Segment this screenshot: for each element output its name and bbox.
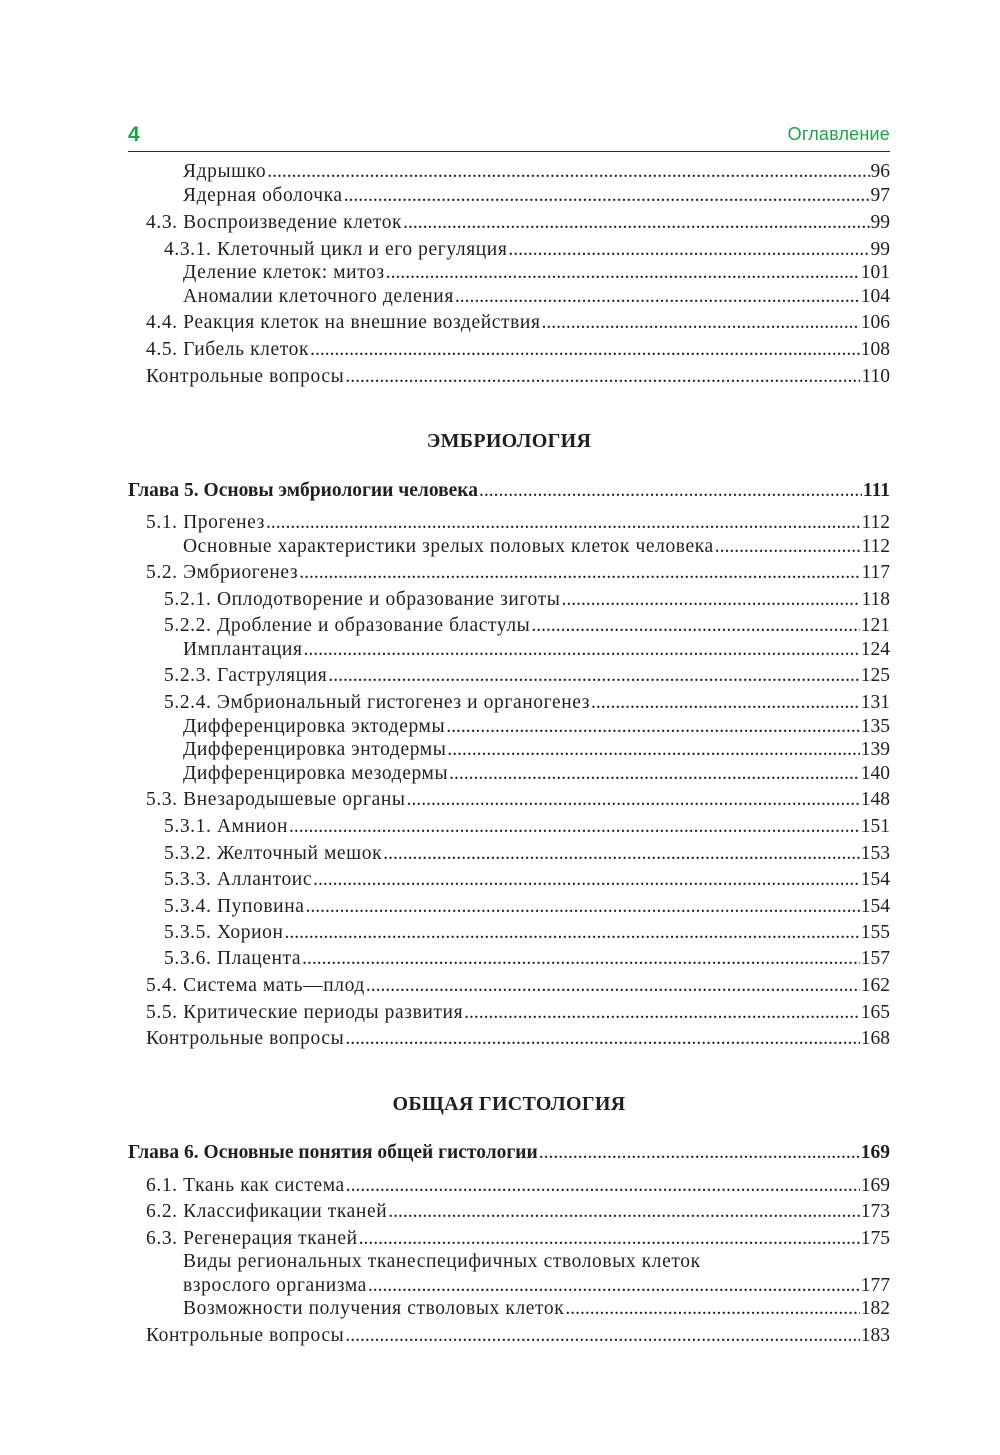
- toc-entry-page: 104: [860, 286, 890, 307]
- toc-entry-title: 5.2.2. Дробление и образование бластулы: [164, 615, 531, 636]
- leader-dots: [328, 664, 859, 688]
- toc-entry-title: 5.3. Внезародышевые органы: [146, 789, 406, 810]
- toc-entry[interactable]: [183, 184, 890, 208]
- leader-dots: [449, 762, 860, 786]
- toc-entry-page: 157: [860, 948, 890, 969]
- leader-dots: [345, 365, 860, 389]
- leader-dots: [266, 511, 861, 535]
- leader-dots: [561, 588, 860, 612]
- toc-entry-title: 6.1. Ткань как система: [146, 1175, 345, 1196]
- toc-entry-title: 5.3.1. Амнион: [164, 816, 289, 837]
- toc-entry-page: 177: [860, 1275, 890, 1296]
- leader-dots: [285, 921, 860, 945]
- toc-entry[interactable]: [146, 788, 890, 812]
- toc-entry-title: Контрольные вопросы: [146, 366, 345, 387]
- toc-entry-page: 97: [870, 185, 890, 206]
- leader-dots: [346, 1174, 860, 1198]
- leader-dots: [508, 238, 869, 262]
- toc-entry-page: 106: [860, 312, 890, 333]
- toc-entry[interactable]: [183, 535, 890, 559]
- toc-entry-title: Имплантация: [183, 639, 303, 660]
- leader-dots: [447, 738, 859, 762]
- toc-entry-title: 5.2.1. Оплодотворение и образование зиготы: [164, 589, 561, 610]
- toc-entry[interactable]: [164, 842, 890, 866]
- toc-entry-page: 111: [862, 480, 890, 501]
- leader-dots: [383, 842, 860, 866]
- toc-entry-page: 121: [860, 615, 890, 636]
- toc-entry[interactable]: [164, 947, 890, 971]
- toc-entry-page: 99: [870, 239, 890, 260]
- toc-entry-title: 5.4. Система мать—плод: [146, 975, 365, 996]
- toc-entry[interactable]: [183, 715, 890, 739]
- toc-entry-title: 6.3. Регенерация тканей: [146, 1228, 358, 1249]
- toc-entry-page: 135: [860, 716, 890, 737]
- toc-entry-title: 4.3. Воспроизведение клеток: [146, 212, 403, 233]
- toc-entry-page: 183: [860, 1325, 890, 1346]
- toc-entry[interactable]: [183, 738, 890, 762]
- toc-entry[interactable]: [183, 638, 890, 662]
- toc-entry[interactable]: [146, 1200, 890, 1224]
- toc-entry-page: 168: [860, 1028, 890, 1049]
- toc-entry-title: 5.1. Прогенез: [146, 512, 265, 533]
- toc-entry[interactable]: [183, 762, 890, 786]
- toc-entry[interactable]: [183, 160, 890, 184]
- toc-entry[interactable]: [183, 285, 890, 309]
- leader-dots: [345, 1027, 859, 1051]
- leader-dots: [464, 1001, 860, 1025]
- toc-entry-page: 124: [860, 639, 890, 660]
- toc-entry-title: Виды региональных тканеспецифичных стволовых клеток: [183, 1251, 701, 1272]
- toc-entry-title: Дифференцировка эктодермы: [183, 716, 446, 737]
- running-title: Оглавление: [787, 124, 890, 144]
- leader-dots: [368, 1274, 860, 1298]
- leader-dots: [407, 788, 860, 812]
- toc-entry-title: 5.3.6. Плацента: [164, 948, 302, 969]
- toc-entry-title: взрослого организма: [183, 1275, 367, 1296]
- leader-dots: [289, 815, 860, 839]
- leader-dots: [715, 535, 861, 559]
- chapter-entry[interactable]: [128, 1141, 890, 1165]
- toc-entry-page: 173: [860, 1201, 890, 1222]
- toc-entry-title: Аномалии клеточного деления: [183, 286, 454, 307]
- toc-entry-page: 112: [861, 536, 890, 557]
- leader-dots: [386, 261, 860, 285]
- leader-dots: [302, 947, 860, 971]
- toc-entry-page: 162: [860, 975, 890, 996]
- toc-entry-title: 4.4. Реакция клеток на внешние воздействия: [146, 312, 541, 333]
- toc-entry-page: 154: [860, 869, 890, 890]
- toc-entry[interactable]: [183, 1274, 890, 1298]
- toc-entry-page: 140: [860, 763, 890, 784]
- section-heading: ОБЩАЯ ГИСТОЛОГИЯ: [392, 1093, 626, 1115]
- leader-dots: [565, 1297, 859, 1321]
- toc-page: [128, 0, 890, 1455]
- toc-entry[interactable]: [164, 691, 890, 715]
- toc-entry-title: Возможности получения стволовых клеток: [183, 1298, 565, 1319]
- leader-dots: [299, 561, 860, 585]
- leader-dots: [403, 211, 869, 235]
- toc-entry-page: 101: [860, 262, 890, 283]
- toc-entry[interactable]: [146, 511, 890, 535]
- page-number: 4: [128, 123, 140, 146]
- toc-entry[interactable]: [146, 211, 890, 235]
- toc-entry[interactable]: [164, 588, 890, 612]
- toc-entry[interactable]: [164, 815, 890, 839]
- leader-dots: [304, 638, 860, 662]
- toc-entry-page: 175: [860, 1228, 890, 1249]
- toc-entry-title: 5.2.3. Гаструляция: [164, 665, 328, 686]
- toc-entry[interactable]: [164, 238, 890, 262]
- toc-entry-title: Дифференцировка энтодермы: [183, 739, 447, 760]
- toc-entry-page: 110: [861, 366, 890, 387]
- toc-entry-page: 139: [860, 739, 890, 760]
- toc-entry-title: Контрольные вопросы: [146, 1325, 345, 1346]
- toc-entry[interactable]: [146, 338, 890, 362]
- leader-dots: [591, 691, 860, 715]
- toc-entry-page: 108: [860, 339, 890, 360]
- toc-entry[interactable]: [164, 614, 890, 638]
- toc-entry-title: 5.3.5. Хорион: [164, 922, 284, 943]
- leader-dots: [539, 1141, 860, 1165]
- toc-entry-title: Деление клеток: митоз: [183, 262, 385, 283]
- toc-entry[interactable]: [183, 1297, 890, 1321]
- toc-entry-page: 96: [870, 161, 890, 182]
- toc-entry[interactable]: [146, 561, 890, 585]
- toc-entry-title: Контрольные вопросы: [146, 1028, 345, 1049]
- toc-entry-page: 125: [860, 665, 890, 686]
- toc-entry-title: Глава 6. Основные понятия общей гистологии: [128, 1142, 538, 1163]
- leader-dots: [542, 311, 860, 335]
- toc-entry[interactable]: [164, 664, 890, 688]
- toc-entry[interactable]: [146, 1001, 890, 1025]
- toc-entry[interactable]: [146, 974, 890, 998]
- leader-dots: [388, 1200, 860, 1224]
- toc-entry[interactable]: [164, 868, 890, 892]
- toc-entry[interactable]: [164, 895, 890, 919]
- toc-entry-page: 182: [860, 1298, 890, 1319]
- toc-entry-page: 131: [860, 692, 890, 713]
- leader-dots: [306, 895, 860, 919]
- chapter-entry[interactable]: [128, 479, 890, 503]
- toc-entry-page: 148: [860, 789, 890, 810]
- toc-entry[interactable]: [183, 261, 890, 285]
- toc-entry-page: 169: [860, 1175, 890, 1196]
- toc-entry-title: Основные характеристики зрелых половых клеток человека: [183, 536, 714, 557]
- toc-entry-title: 5.3.2. Желточный мешок: [164, 843, 383, 864]
- leader-dots: [446, 715, 860, 739]
- toc-entry-title: Ядерная оболочка: [183, 185, 343, 206]
- toc-entry[interactable]: [146, 311, 890, 335]
- toc-entry[interactable]: [146, 1324, 890, 1348]
- toc-entry-page: 112: [861, 512, 890, 533]
- toc-entry-page: 151: [860, 816, 890, 837]
- leader-dots: [310, 338, 860, 362]
- toc-entry-title: Глава 5. Основы эмбриологии человека: [128, 480, 478, 501]
- toc-entry[interactable]: [146, 1027, 890, 1051]
- toc-entry-title: 5.5. Критические периоды развития: [146, 1002, 464, 1023]
- toc-entry-page: 155: [860, 922, 890, 943]
- toc-entry-title: 5.3.3. Аллантоис: [164, 869, 313, 890]
- toc-entry[interactable]: [146, 365, 890, 389]
- section-heading: ЭМБРИОЛОГИЯ: [426, 430, 592, 452]
- toc-entry-page: 117: [861, 562, 890, 583]
- toc-entry-page: 169: [860, 1142, 890, 1163]
- leader-dots: [479, 479, 862, 503]
- toc-entry-title: 4.3.1. Клеточный цикл и его регуляция: [164, 239, 508, 260]
- toc-entry-title: 5.3.4. Пуповина: [164, 896, 305, 917]
- toc-entry-page: 165: [860, 1002, 890, 1023]
- leader-dots: [267, 160, 869, 184]
- toc-entry-page: 118: [861, 589, 890, 610]
- toc-entry-title: 5.2. Эмбриогенез: [146, 562, 299, 583]
- toc-entry-title: Ядрышко: [183, 161, 267, 182]
- leader-dots: [531, 614, 859, 638]
- toc-entry-title: 5.2.4. Эмбриональный гистогенез и органогенез: [164, 692, 591, 713]
- toc-entry-title-wrap[interactable]: [183, 1250, 890, 1274]
- toc-entry-page: 153: [860, 843, 890, 864]
- toc-entry[interactable]: [146, 1174, 890, 1198]
- leader-dots: [344, 184, 870, 208]
- toc-entry-title: 4.5. Гибель клеток: [146, 339, 310, 360]
- leader-dots: [359, 1227, 860, 1251]
- toc-entry-title: 6.2. Классификации тканей: [146, 1201, 388, 1222]
- leader-dots: [313, 868, 860, 892]
- page-header: [128, 121, 890, 152]
- toc-entry-title: Дифференцировка мезодермы: [183, 763, 449, 784]
- leader-dots: [366, 974, 860, 998]
- toc-entry[interactable]: [146, 1227, 890, 1251]
- toc-entry[interactable]: [164, 921, 890, 945]
- toc-entry-page: 154: [860, 896, 890, 917]
- toc-entry-page: 99: [870, 212, 890, 233]
- leader-dots: [455, 285, 860, 309]
- leader-dots: [345, 1324, 859, 1348]
